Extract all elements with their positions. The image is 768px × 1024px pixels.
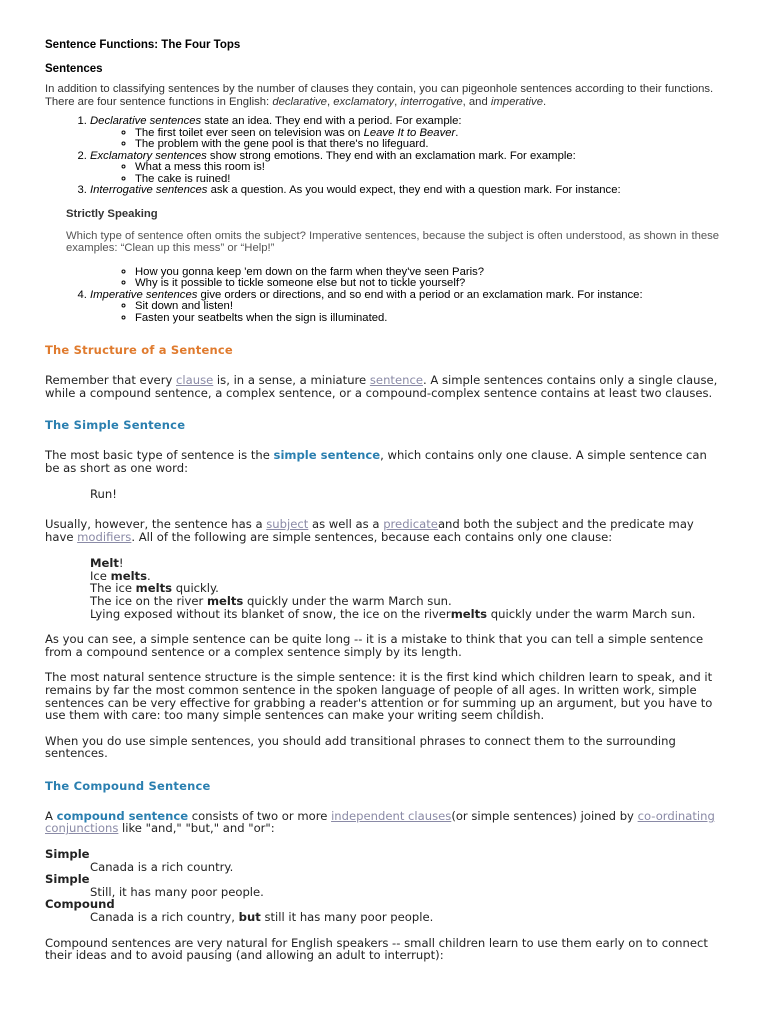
compound-examples xyxy=(45,848,725,924)
text: , which contains only one clause. A simple sentence can be as short as one word: xyxy=(45,448,707,475)
intro-sep: , and xyxy=(462,96,491,108)
example-text: What a mess this room is! xyxy=(135,161,265,173)
simple-paragraph-4: The most natural sentence structure is the simple sentence: it is the first kind which children learn to speak, and it remains by far the most common sentence in the spoken language of people of all ages. In written work, simple sentences can be very effective for grabbing a reader's attention or for summing up an argument, but you have to use them with care: too many simple sentences can make your writing seem childish. xyxy=(45,670,713,723)
sentence-link[interactable]: sentence xyxy=(369,373,423,387)
text: Canada is a rich country, xyxy=(90,910,239,925)
item-term: Declarative sentences xyxy=(90,115,202,127)
structure-paragraph xyxy=(45,374,725,399)
strictly-speaking-aside xyxy=(66,207,725,290)
heading-compound-sentence: The Compound Sentence xyxy=(45,778,211,793)
simple-paragraph-2 xyxy=(45,518,725,543)
verb: melts xyxy=(110,568,147,583)
intro-function-imperative: imperative xyxy=(490,96,543,108)
text: Lying exposed without its blanket of snow, the ice on the river xyxy=(90,606,451,621)
list-item xyxy=(90,151,725,186)
text: Remember that every xyxy=(45,373,177,387)
item-term: Interrogative sentences xyxy=(90,184,208,196)
list-item xyxy=(90,116,725,151)
example-line xyxy=(90,557,725,570)
text: Usually, however, the sentence has a xyxy=(45,516,267,531)
clause-link[interactable]: clause xyxy=(176,373,214,387)
keyword: compound sentence xyxy=(56,808,189,823)
item-term: Imperative sentences xyxy=(90,288,198,301)
example-run: Run! xyxy=(90,487,117,502)
example-italic: Leave It to Beaver xyxy=(363,126,456,139)
intro-function-exclamatory: exclamatory xyxy=(333,96,395,108)
example-item xyxy=(135,313,725,325)
aside-title: Strictly Speaking xyxy=(66,207,158,220)
item-term: Exclamatory sentences xyxy=(90,149,207,162)
aside-text: Which type of sentence often omits the subject? Imperative sentences, because the subject is often understood, as shown in these examples: “Clean up this mess” or “Help!” xyxy=(66,229,720,254)
keyword: simple sentence xyxy=(273,448,381,463)
modifiers-link[interactable]: modifiers xyxy=(77,529,132,544)
heading-simple-sentence: The Simple Sentence xyxy=(45,418,186,433)
example-label: Compound xyxy=(45,897,115,912)
text: Ice xyxy=(90,568,111,583)
intro-sep: . xyxy=(543,96,547,108)
example-text: The problem with the gene pool is that there's no lifeguard. xyxy=(135,138,429,150)
intro-sep: , xyxy=(394,96,401,108)
example-text: The cake is ruined! xyxy=(135,172,231,185)
example-item: ◦ How you gonna keep 'em down on the farm when they've seen Paris? xyxy=(135,267,725,279)
item-desc: ask a question. As you would expect, they end with a question mark. For instance: xyxy=(207,184,621,196)
example-line xyxy=(90,608,725,621)
example-label: Simple xyxy=(45,847,90,862)
example-label: Simple xyxy=(45,872,90,887)
list-item xyxy=(90,290,725,325)
text: (or simple sentences) joined by xyxy=(451,808,638,823)
example-list xyxy=(90,301,725,324)
text: still it has many poor people. xyxy=(260,910,434,925)
verb: melts xyxy=(206,593,244,608)
intro-function-interrogative: interrogative xyxy=(400,96,463,108)
example-item: ◦ Why is it possible to tickle someone else but not to tickle yourself? xyxy=(135,278,725,290)
text: is, in a sense, a miniature xyxy=(213,373,370,387)
example-list xyxy=(90,162,725,185)
text: quickly under the warm March sun. xyxy=(487,606,696,621)
simple-paragraph-1 xyxy=(45,449,725,474)
example-line: Canada is a rich country. xyxy=(90,859,234,874)
aside-example-list xyxy=(66,267,725,290)
sentence-functions-list xyxy=(45,116,725,324)
list-item xyxy=(66,184,725,290)
text: The ice xyxy=(90,581,136,596)
text: A xyxy=(45,808,57,823)
example-text: Sit down and listen! xyxy=(135,300,233,312)
example-list xyxy=(90,128,725,151)
text: ! xyxy=(118,556,124,571)
verb: Melt xyxy=(90,556,119,571)
text: like "and," "but," and "or": xyxy=(118,821,275,836)
text: The ice on the river xyxy=(90,593,207,608)
example-text: Fasten your seatbelts when the sign is illuminated. xyxy=(135,311,388,324)
subject-link[interactable]: subject xyxy=(266,516,309,531)
verb: melts xyxy=(450,606,488,621)
intro-sep: , xyxy=(326,96,334,108)
intro-paragraph xyxy=(45,83,725,109)
simple-examples xyxy=(45,557,725,620)
text: . xyxy=(147,568,151,583)
simple-paragraph-3: As you can see, a simple sentence can be quite long -- it is a mistake to think that you can tell a simple sentence from a compound sentence or a complex sentence simply by its length. xyxy=(45,632,704,659)
heading-structure: The Structure of a Sentence xyxy=(45,343,233,357)
compound-paragraph-1 xyxy=(45,810,725,835)
verb: melts xyxy=(135,581,173,596)
text: quickly. xyxy=(172,581,219,596)
text: and both the subject and the predicate may have xyxy=(45,516,694,544)
compound-paragraph-2: Compound sentences are very natural for English speakers -- small children learn to use them early on to connect their ideas and to avoid pausing (and allowing an adult to interrupt): xyxy=(45,935,708,963)
intro-function-declarative: declarative xyxy=(272,96,327,108)
text: The most basic type of sentence is the xyxy=(45,448,274,463)
simple-paragraph-5: When you do use simple sentences, you should add transitional phrases to connect them to the surrounding sentences. xyxy=(45,733,676,761)
item-desc: give orders or directions, and so end with a period or an exclamation mark. For instance: xyxy=(197,288,643,301)
text: quickly under the warm March sun. xyxy=(243,593,452,608)
text: as well as a xyxy=(308,516,384,531)
item-desc: state an idea. They end with a period. For example: xyxy=(201,115,462,127)
text: consists of two or more xyxy=(188,808,332,823)
example-text: . xyxy=(455,126,459,139)
document-page xyxy=(45,38,725,962)
conjunction: but xyxy=(238,910,261,925)
section-heading-sentences: Sentences xyxy=(45,63,103,75)
predicate-link[interactable]: predicate xyxy=(383,516,438,531)
example-line xyxy=(45,911,725,924)
page-title: Sentence Functions: The Four Tops xyxy=(45,39,241,51)
text: . All of the following are simple sentences, because each contains only one clause: xyxy=(131,529,613,544)
example-line: Still, it has many poor people. xyxy=(90,884,264,899)
text: . A simple sentences contains only a single clause, while a compound sentence, a complex sentence, or a compound-complex sentence contains at least two clauses. xyxy=(45,373,718,400)
coordinating-conjunctions-link[interactable]: co-ordinating conjunctions xyxy=(45,808,715,836)
intro-text: In addition to classifying sentences by the number of clauses they contain, you can pigeonhole sentences according to their functions. There are four sentence functions in English: xyxy=(45,83,714,108)
item-desc: show strong emotions. They end with an exclamation mark. For example: xyxy=(206,149,576,162)
independent-clauses-link[interactable]: independent clauses xyxy=(331,808,452,823)
example-text: The first toilet ever seen on television was on xyxy=(135,126,364,139)
